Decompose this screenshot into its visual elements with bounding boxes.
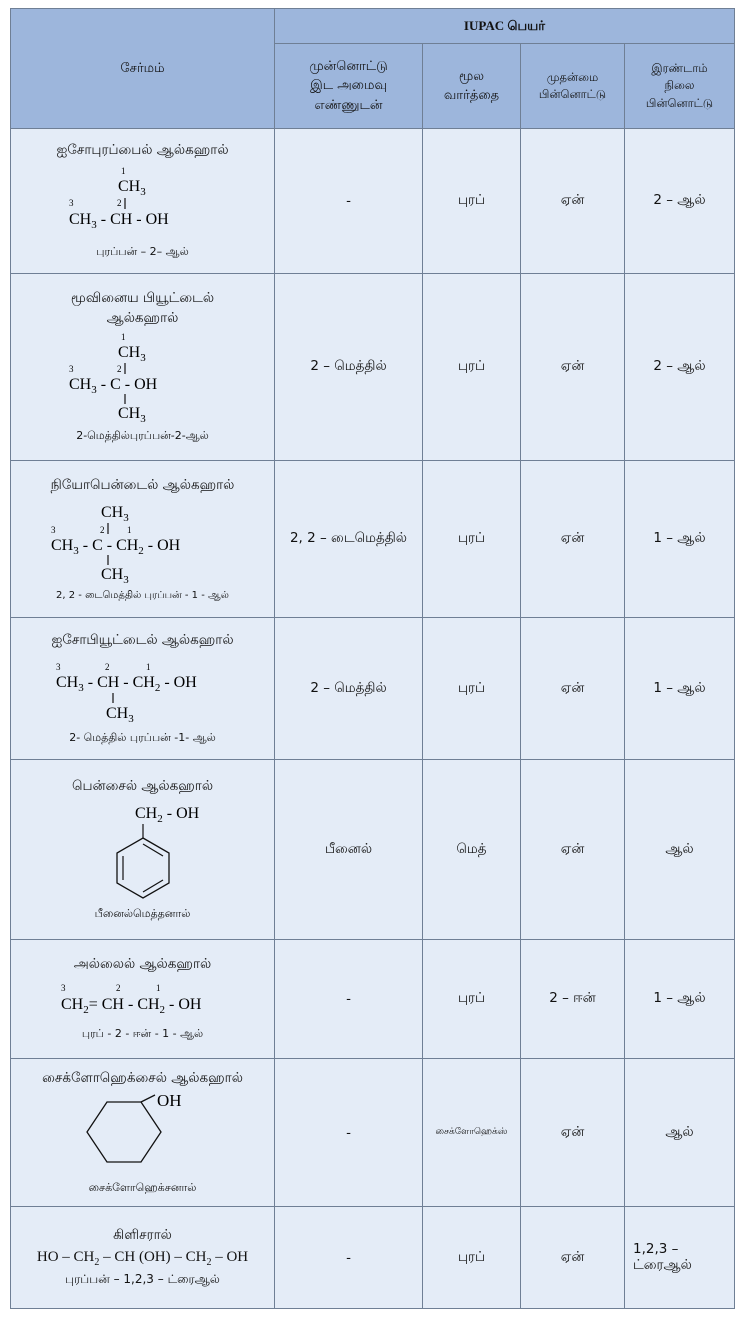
primary-suffix-cell: ஏன் [521, 1207, 625, 1309]
compound-cell [11, 760, 275, 940]
header-compound: சேர்மம் [11, 9, 275, 129]
compound-cell [11, 1059, 275, 1207]
prefix-cell: 2, 2 – டைமெத்தில் [275, 461, 423, 618]
compound-name: பென்சைல் ஆல்கஹால் [71, 777, 214, 794]
iupac-name: புரப் - 2 - ஈன் - 1 - ஆல் [81, 1027, 204, 1040]
root-cell: புரப் [423, 129, 521, 274]
structural-formula [63, 330, 223, 422]
svg-text:3: 3 [68, 198, 73, 208]
svg-text:CH3 - C - CH2 - OH: $CH_3$ - C - $CH_2$ - OH [50, 536, 180, 557]
secondary-suffix-cell: 1 – ஆல் [625, 618, 735, 760]
iupac-name: புரப்பன் – 2– ஆல் [96, 245, 189, 258]
svg-text:1: 1 [120, 166, 125, 176]
table-row [11, 461, 735, 618]
header-primary-suffix: முதன்மை பின்னொட்டு [521, 44, 625, 129]
compound-cell [11, 461, 275, 618]
table-row [11, 129, 735, 274]
primary-suffix-cell: ஏன் [521, 760, 625, 940]
svg-text:CH2 - OH: $CH_2$ - OH [134, 804, 199, 825]
compound-name: சைக்ளோஹெக்சைல் ஆல்கஹால் [42, 1069, 243, 1086]
root-cell: புரப் [423, 940, 521, 1059]
svg-text:1: 1 [145, 661, 150, 672]
root-cell: புரப் [423, 461, 521, 618]
structural-formula [63, 162, 223, 238]
svg-text:2: 2 [99, 524, 104, 535]
table-row [11, 1059, 735, 1207]
secondary-suffix-cell: 1 – ஆல் [625, 940, 735, 1059]
prefix-cell: - [275, 1059, 423, 1207]
primary-suffix-cell: ஏன் [521, 129, 625, 274]
svg-text:3: 3 [60, 983, 65, 993]
svg-text:OH: OH [156, 1090, 182, 1110]
iupac-table [10, 8, 735, 1309]
svg-text:CH3 - C - OH: $CH_3$ - C - OH [68, 376, 157, 396]
table-row [11, 940, 735, 1059]
prefix-cell: 2 – மெத்தில் [275, 618, 423, 760]
secondary-suffix-cell: 1 – ஆல் [625, 461, 735, 618]
svg-text:3: 3 [68, 364, 73, 374]
structural-formula [43, 652, 243, 724]
table-row [11, 760, 735, 940]
glycerol-formula: HO – $CH_2$ – CH $(OH) - CH_2$ – OH [36, 1249, 249, 1268]
compound-cell [11, 129, 275, 274]
secondary-suffix-cell: 1,2,3 – ட்ரைஆல் [625, 1207, 735, 1309]
prefix-cell: - [275, 940, 423, 1059]
svg-text:CH3 - CH - CH2 - OH: $CH_3$ - CH - $CH_2$ - OH [55, 673, 197, 694]
compound-name: ஐசோபுரப்பைல் ஆல்கஹால் [56, 142, 229, 158]
header-prefix: முன்னொட்டு இட அமைவு எண்ணுடன் [275, 44, 423, 129]
svg-text:1: 1 [126, 524, 131, 535]
root-cell: புரப் [423, 618, 521, 760]
compound-cell [11, 940, 275, 1059]
svg-text:CH3: $CH_3$ [105, 704, 134, 724]
svg-text:3: 3 [55, 661, 60, 672]
prefix-cell: 2 – மெத்தில் [275, 274, 423, 461]
svg-text:CH2= CH - CH2 - OH: $CH_2=$ CH - $CH_2$ - OH [60, 996, 201, 1016]
primary-suffix-cell: ஏன் [521, 274, 625, 461]
primary-suffix-cell: ஏன் [521, 618, 625, 760]
compound-name: அல்லைல் ஆல்கஹால் [73, 956, 212, 972]
root-cell: மெத் [423, 760, 521, 940]
benzyl-structure [73, 798, 213, 900]
svg-text:CH3: $CH_3$ [100, 503, 129, 524]
secondary-suffix-cell: 2 – ஆல் [625, 129, 735, 274]
secondary-suffix-cell: ஆல் [625, 760, 735, 940]
svg-text:CH3 - CH - OH: $CH_3$ - CH - OH [68, 211, 169, 231]
svg-text:3: 3 [50, 524, 55, 535]
iupac-name: 2, 2 - டைமெத்தில் புரப்பன் - 1 - ஆல் [56, 589, 229, 601]
secondary-suffix-cell: 2 – ஆல் [625, 274, 735, 461]
primary-suffix-cell: ஏன் [521, 461, 625, 618]
secondary-suffix-cell: ஆல் [625, 1059, 735, 1207]
structural-formula [48, 976, 238, 1020]
header-root: மூல வார்த்தை [423, 44, 521, 129]
header-iupac-name: IUPAC பெயர் [275, 9, 735, 44]
header-secondary-suffix: இரண்டாம் நிலை பின்னொட்டு [625, 44, 735, 129]
iupac-name: 2- மெத்தில் புரப்பன் -1- ஆல் [69, 730, 216, 744]
primary-suffix-cell: ஏன் [521, 1059, 625, 1207]
compound-name: கிளிசரால் [113, 1227, 172, 1243]
table-row [11, 1207, 735, 1309]
iupac-name: சைக்ளோஹெக்சனால் [88, 1180, 197, 1194]
svg-text:CH3: $CH_3$ [100, 565, 129, 583]
svg-text:1: 1 [120, 332, 125, 342]
table-row [11, 618, 735, 760]
svg-text:CH3: $CH_3$ [117, 405, 146, 422]
structural-formula [43, 497, 243, 583]
prefix-cell: - [275, 1207, 423, 1309]
root-cell: சைக்ளோஹெக்ஸ் [423, 1059, 521, 1207]
svg-text:2: 2 [104, 661, 109, 672]
root-cell: புரப் [423, 274, 521, 461]
iupac-name: புரப்பன் – 1,2,3 – ட்ரைஆல் [65, 1272, 220, 1286]
compound-name: மூவினைய பியூட்டைல் [70, 290, 215, 306]
compound-name: ஐசோபியூட்டைல் ஆல்கஹால் [51, 631, 234, 648]
root-cell: புரப் [423, 1207, 521, 1309]
svg-text:2: 2 [116, 198, 121, 208]
primary-suffix-cell: 2 – ஈன் [521, 940, 625, 1059]
svg-text:CH3: $CH_3$ [117, 344, 146, 364]
iupac-name: பீனைல்மெத்தனால் [94, 906, 191, 920]
compound-cell [11, 1207, 275, 1309]
compound-name: நியோபென்டைல் ஆல்கஹால் [50, 476, 235, 493]
compound-name-line2: ஆல்கஹால் [106, 310, 179, 326]
svg-text:2: 2 [115, 983, 120, 993]
compound-cell [11, 618, 275, 760]
prefix-cell: - [275, 129, 423, 274]
svg-text:1: 1 [155, 983, 160, 993]
svg-text:CH3: $CH_3$ [117, 178, 146, 198]
iupac-name: 2-மெத்தில்புரப்பன்-2-ஆல் [76, 429, 209, 442]
prefix-cell: பீனைல் [275, 760, 423, 940]
cyclohexanol-structure [63, 1090, 223, 1174]
compound-cell [11, 274, 275, 461]
svg-text:2: 2 [116, 364, 121, 374]
table-row [11, 274, 735, 461]
